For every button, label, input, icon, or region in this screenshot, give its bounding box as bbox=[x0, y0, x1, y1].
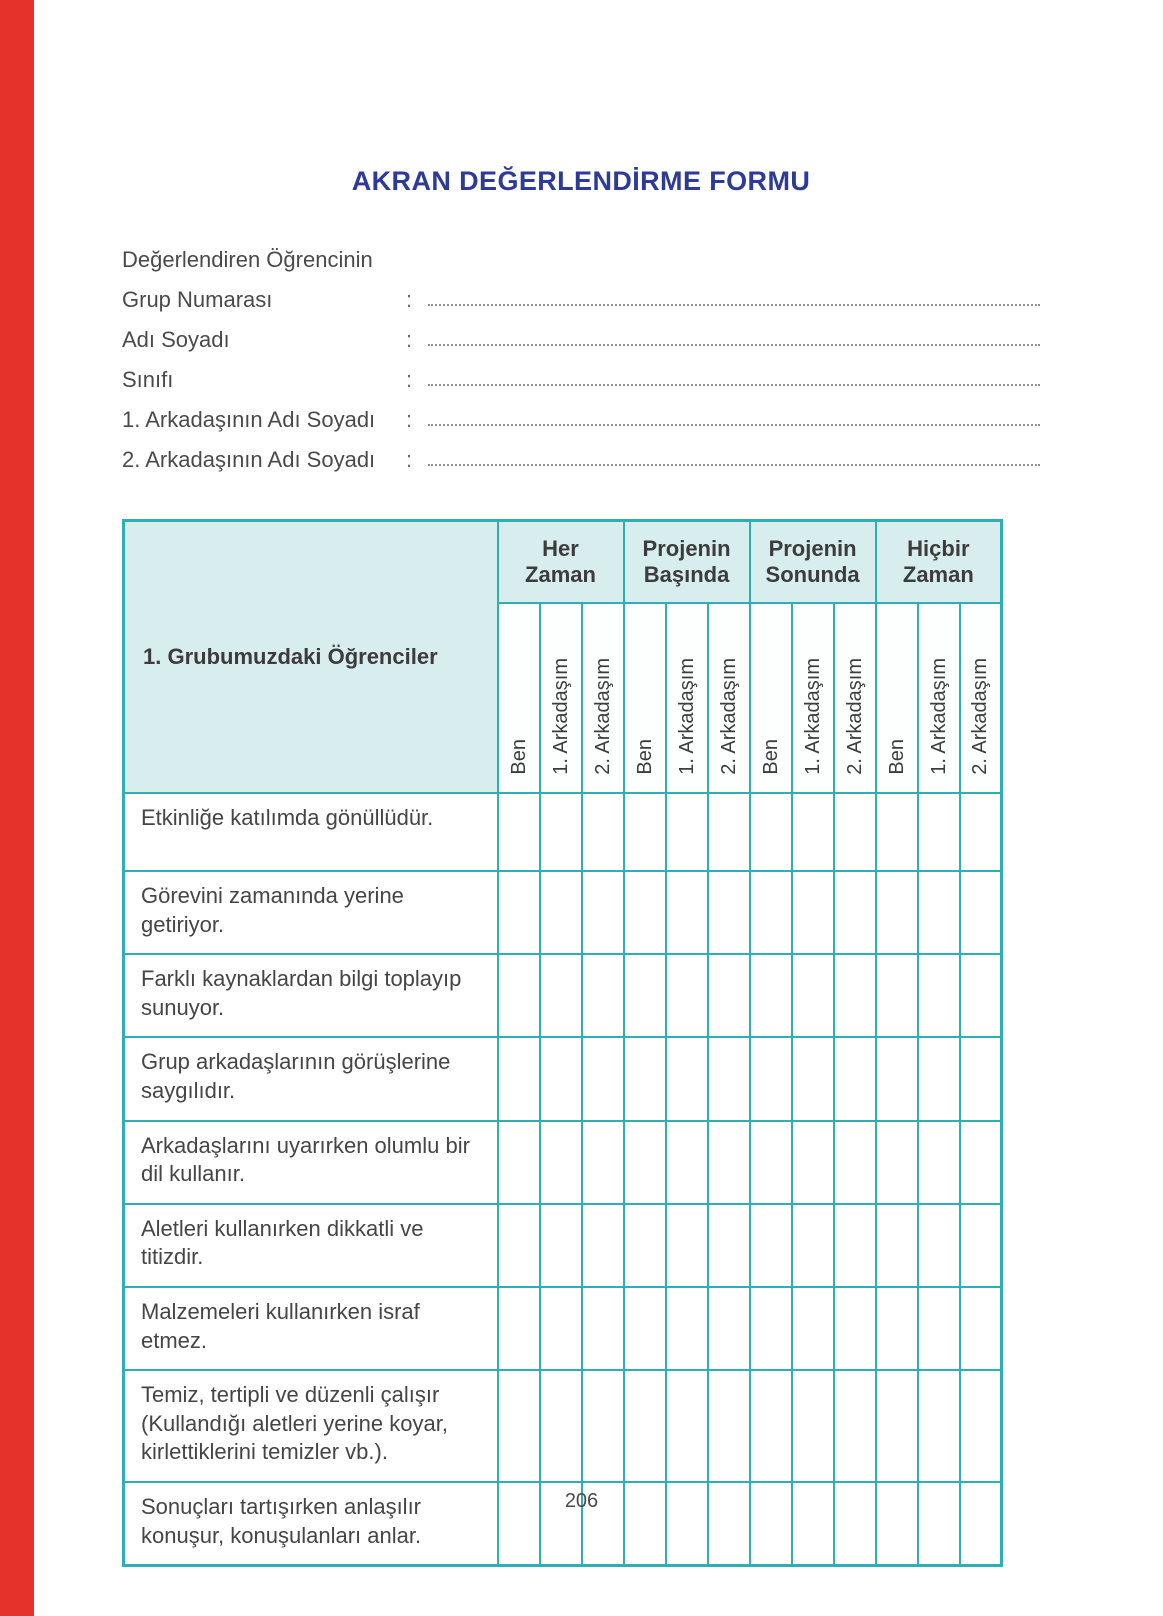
answer-cell bbox=[750, 793, 792, 871]
criteria-cell: Temiz, tertipli ve düzenli çalışır (Kullandığı aletleri yerine koyar, kirlettiklerini temizler vb.). bbox=[124, 1370, 498, 1482]
answer-cell bbox=[666, 871, 708, 954]
criteria-cell: Arkadaşlarını uyarırken olumlu bir dil kullanır. bbox=[124, 1121, 498, 1204]
answer-cell bbox=[918, 954, 960, 1037]
answer-cell bbox=[666, 1370, 708, 1482]
answer-cell bbox=[708, 954, 750, 1037]
form-field-row bbox=[122, 353, 1040, 393]
answer-cell bbox=[918, 1037, 960, 1120]
answer-cell bbox=[666, 1121, 708, 1204]
answer-cell bbox=[624, 954, 666, 1037]
answer-cell bbox=[750, 1037, 792, 1120]
answer-cell bbox=[498, 1370, 540, 1482]
answer-cell bbox=[666, 1037, 708, 1120]
answer-cell bbox=[792, 1287, 834, 1370]
subcolumn-header-arkadas2 bbox=[834, 603, 876, 793]
answer-cell bbox=[876, 793, 918, 871]
answer-cell bbox=[540, 1037, 582, 1120]
answer-cell bbox=[876, 1287, 918, 1370]
answer-cell bbox=[834, 1121, 876, 1204]
answer-cell bbox=[834, 1037, 876, 1120]
category-header-her-zaman: Her Zaman bbox=[498, 521, 624, 604]
answer-cell bbox=[918, 1204, 960, 1287]
subcolumn-label: 2. Arkadaşım bbox=[717, 658, 740, 775]
answer-cell bbox=[624, 871, 666, 954]
dotted-fill-line bbox=[428, 304, 1040, 306]
answer-cell bbox=[834, 793, 876, 871]
answer-cell bbox=[876, 1370, 918, 1482]
answer-cell bbox=[708, 793, 750, 871]
subcolumn-header-ben bbox=[624, 603, 666, 793]
answer-cell bbox=[624, 1121, 666, 1204]
page-title: AKRAN DEĞERLENDİRME FORMU bbox=[351, 166, 811, 196]
answer-cell bbox=[876, 1037, 918, 1120]
subcolumn-label: Ben bbox=[885, 739, 908, 775]
answer-cell bbox=[918, 871, 960, 954]
dotted-fill-line bbox=[428, 384, 1040, 386]
answer-cell bbox=[582, 871, 624, 954]
colon-separator: : bbox=[406, 367, 413, 392]
answer-cell bbox=[624, 793, 666, 871]
answer-cell bbox=[960, 1370, 1002, 1482]
dotted-fill-line bbox=[428, 464, 1040, 466]
answer-cell bbox=[708, 1370, 750, 1482]
colon-separator: : bbox=[406, 407, 413, 432]
answer-cell bbox=[498, 871, 540, 954]
subcolumn-header-arkadas2 bbox=[960, 603, 1002, 793]
table-row bbox=[124, 1287, 1002, 1370]
form-field-row bbox=[122, 393, 1040, 433]
subcolumn-label: 1. Arkadaşım bbox=[927, 658, 950, 775]
category-header-row bbox=[124, 521, 1002, 604]
subcolumn-header-arkadas1 bbox=[666, 603, 708, 793]
answer-cell bbox=[750, 1370, 792, 1482]
answer-cell bbox=[498, 954, 540, 1037]
table-row bbox=[124, 1370, 1002, 1482]
answer-cell bbox=[582, 1121, 624, 1204]
answer-cell bbox=[876, 1121, 918, 1204]
subcolumn-header-ben bbox=[876, 603, 918, 793]
category-header-projenin-sonunda: Projenin Sonunda bbox=[750, 521, 876, 604]
table-row bbox=[124, 1121, 1002, 1204]
dotted-fill-line bbox=[428, 344, 1040, 346]
criteria-cell: Görevini zamanında yerine getiriyor. bbox=[124, 871, 498, 954]
answer-cell bbox=[960, 954, 1002, 1037]
answer-cell bbox=[540, 871, 582, 954]
answer-cell bbox=[666, 954, 708, 1037]
subcolumn-label: Ben bbox=[633, 739, 656, 775]
subcolumn-label: 2. Arkadaşım bbox=[591, 658, 614, 775]
table-row bbox=[124, 793, 1002, 871]
answer-cell bbox=[876, 871, 918, 954]
answer-cell bbox=[834, 1204, 876, 1287]
answer-cell bbox=[960, 1037, 1002, 1120]
colon-separator: : bbox=[406, 447, 413, 472]
page-number: 206 bbox=[564, 1490, 599, 1512]
category-header-projenin-basinda: Projenin Başında bbox=[624, 521, 750, 604]
subcolumn-label: Ben bbox=[507, 739, 530, 775]
subcolumn-header-ben bbox=[498, 603, 540, 793]
form-field-row bbox=[122, 273, 1040, 313]
answer-cell bbox=[792, 1121, 834, 1204]
criteria-cell: Sonuçları tartışırken anlaşılır konuşur, konuşulanları anlar. bbox=[124, 1482, 498, 1566]
answer-cell bbox=[624, 1204, 666, 1287]
subcolumn-header-arkadas2 bbox=[582, 603, 624, 793]
form-field-label: Adı Soyadı bbox=[122, 327, 230, 352]
answer-cell bbox=[792, 871, 834, 954]
form-intro-label: Değerlendiren Öğrencinin bbox=[122, 247, 373, 272]
answer-cell bbox=[582, 1287, 624, 1370]
answer-cell bbox=[540, 1370, 582, 1482]
answer-cell bbox=[708, 1287, 750, 1370]
answer-cell bbox=[624, 1287, 666, 1370]
subcolumn-label: 1. Arkadaşım bbox=[675, 658, 698, 775]
answer-cell bbox=[666, 1204, 708, 1287]
subcolumn-label: Ben bbox=[759, 739, 782, 775]
criteria-cell: Farklı kaynaklardan bilgi toplayıp sunuyor. bbox=[124, 954, 498, 1037]
table-row bbox=[124, 954, 1002, 1037]
table-row bbox=[124, 1204, 1002, 1287]
answer-cell bbox=[792, 1204, 834, 1287]
answer-cell bbox=[960, 1287, 1002, 1370]
answer-cell bbox=[960, 1204, 1002, 1287]
answer-cell bbox=[834, 954, 876, 1037]
answer-cell bbox=[708, 1121, 750, 1204]
form-field-row bbox=[122, 313, 1040, 353]
answer-cell bbox=[792, 1037, 834, 1120]
answer-cell bbox=[750, 871, 792, 954]
answer-cell bbox=[918, 1287, 960, 1370]
category-header-hicbir-zaman: Hiçbir Zaman bbox=[876, 521, 1002, 604]
answer-cell bbox=[540, 1204, 582, 1287]
form-field-label: Sınıfı bbox=[122, 367, 174, 392]
answer-cell bbox=[750, 954, 792, 1037]
peer-evaluation-table bbox=[122, 519, 1003, 1567]
answer-cell bbox=[498, 793, 540, 871]
answer-cell bbox=[582, 1204, 624, 1287]
criteria-cell: Etkinliğe katılımda gönüllüdür. bbox=[124, 793, 498, 871]
table-row bbox=[124, 1037, 1002, 1120]
answer-cell bbox=[834, 1287, 876, 1370]
form-field-label: Grup Numarası bbox=[122, 287, 273, 312]
answer-cell bbox=[624, 1370, 666, 1482]
form-intro-row bbox=[122, 233, 1040, 273]
answer-cell bbox=[960, 1121, 1002, 1204]
answer-cell bbox=[498, 1121, 540, 1204]
answer-cell bbox=[498, 1204, 540, 1287]
subcolumn-label: 1. Arkadaşım bbox=[549, 658, 572, 775]
subcolumn-header-arkadas1 bbox=[792, 603, 834, 793]
answer-cell bbox=[540, 1287, 582, 1370]
answer-cell bbox=[498, 1287, 540, 1370]
answer-cell bbox=[708, 871, 750, 954]
criteria-cell: Aletleri kullanırken dikkatli ve titizdir. bbox=[124, 1204, 498, 1287]
form-header-block bbox=[122, 233, 1040, 473]
answer-cell bbox=[918, 1370, 960, 1482]
answer-cell bbox=[540, 954, 582, 1037]
answer-cell bbox=[540, 793, 582, 871]
subcolumn-label: 2. Arkadaşım bbox=[843, 658, 866, 775]
colon-separator: : bbox=[406, 287, 413, 312]
red-margin-strip bbox=[0, 0, 34, 1616]
subcolumn-label: 1. Arkadaşım bbox=[801, 658, 824, 775]
subcolumn-label: 2. Arkadaşım bbox=[969, 658, 992, 775]
subcolumn-header-arkadas1 bbox=[918, 603, 960, 793]
subcolumn-header-arkadas1 bbox=[540, 603, 582, 793]
answer-cell bbox=[540, 1121, 582, 1204]
answer-cell bbox=[792, 793, 834, 871]
answer-cell bbox=[708, 1204, 750, 1287]
answer-cell bbox=[750, 1121, 792, 1204]
page-content bbox=[122, 0, 1040, 1567]
answer-cell bbox=[960, 793, 1002, 871]
answer-cell bbox=[918, 793, 960, 871]
form-field-label: 2. Arkadaşının Adı Soyadı bbox=[122, 447, 376, 472]
answer-cell bbox=[666, 1287, 708, 1370]
form-field-row bbox=[122, 433, 1040, 473]
answer-cell bbox=[498, 1037, 540, 1120]
subcolumn-header-arkadas2 bbox=[708, 603, 750, 793]
answer-cell bbox=[834, 1370, 876, 1482]
answer-cell bbox=[792, 954, 834, 1037]
answer-cell bbox=[624, 1037, 666, 1120]
form-field-label: 1. Arkadaşının Adı Soyadı bbox=[122, 407, 376, 432]
answer-cell bbox=[876, 954, 918, 1037]
answer-cell bbox=[582, 1037, 624, 1120]
dotted-fill-line bbox=[428, 424, 1040, 426]
answer-cell bbox=[666, 793, 708, 871]
answer-cell bbox=[708, 1037, 750, 1120]
answer-cell bbox=[750, 1287, 792, 1370]
table-row bbox=[124, 871, 1002, 954]
answer-cell bbox=[582, 1370, 624, 1482]
answer-cell bbox=[582, 954, 624, 1037]
criteria-cell: Grup arkadaşlarının görüşlerine saygılıdır. bbox=[124, 1037, 498, 1120]
answer-cell bbox=[918, 1121, 960, 1204]
criteria-cell: Malzemeleri kullanırken israf etmez. bbox=[124, 1287, 498, 1370]
answer-cell bbox=[792, 1370, 834, 1482]
subcolumn-header-ben bbox=[750, 603, 792, 793]
answer-cell bbox=[876, 1204, 918, 1287]
answer-cell bbox=[960, 871, 1002, 954]
answer-cell bbox=[582, 793, 624, 871]
answer-cell bbox=[834, 871, 876, 954]
colon-separator: : bbox=[406, 327, 413, 352]
row-header-title-cell: 1. Grubumuzdaki Öğrenciler bbox=[124, 521, 498, 794]
answer-cell bbox=[750, 1204, 792, 1287]
